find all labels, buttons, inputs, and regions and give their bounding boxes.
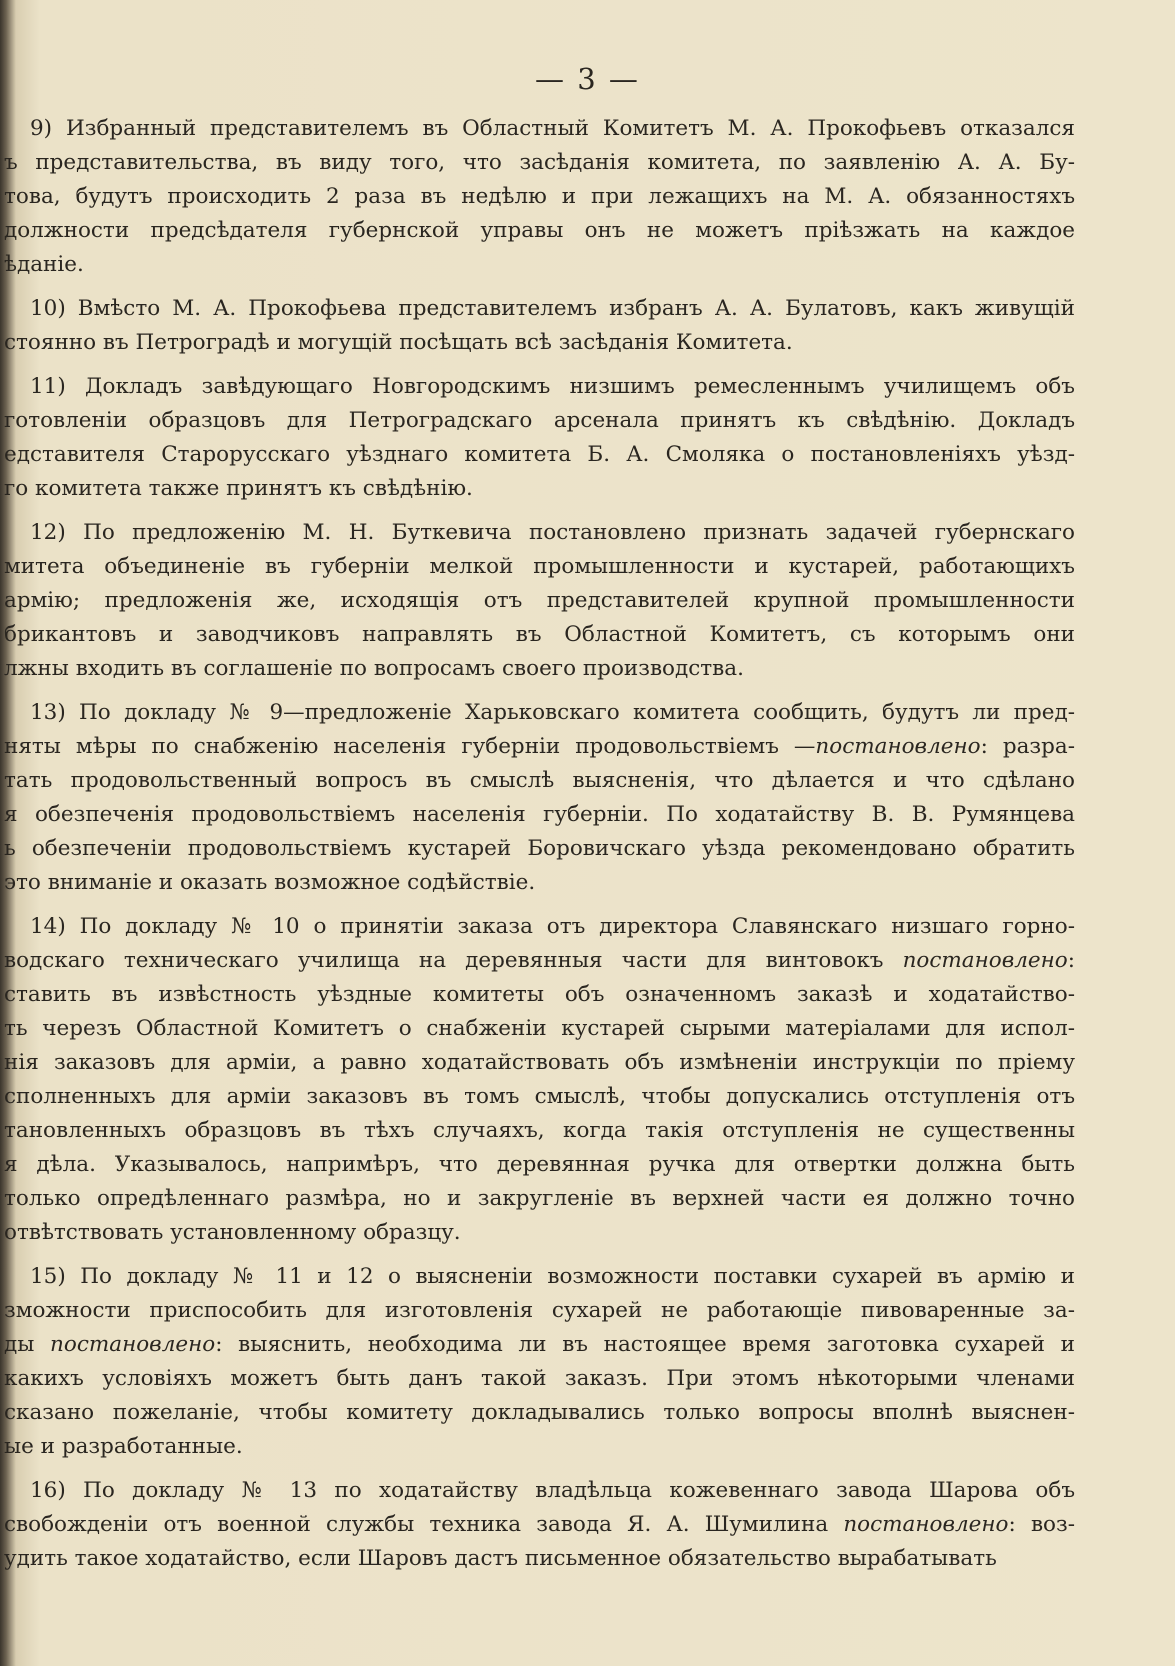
text-line: го комитета также принятъ къ свѣдѣнію.: [4, 476, 473, 501]
text-line: удить такое ходатайство, если Шаровъ дастъ письменное обязательство вырабатывать: [4, 1546, 997, 1571]
text-line: ые и разработанные.: [4, 1434, 243, 1459]
text-line: водскаго техническаго училища на деревянныя части для винтовокъ постановлено:: [4, 948, 1075, 973]
text-line: няты мѣры по снабженію населенія губерніи продовольствіемъ —постановлено: разра-: [4, 734, 1075, 759]
text-line: 9) Избранный представителемъ въ Областный Комитетъ М. А. Прокофьевъ отказался: [30, 116, 1075, 141]
paragraph: [0, 1260, 1075, 1464]
text-line: должности предсѣдателя губернской управы онъ не можетъ пріѣзжать на каждое: [4, 218, 1075, 243]
text-line: тановленныхъ образцовъ въ тѣхъ случаяхъ, когда такія отступленія не существенны: [4, 1118, 1075, 1143]
text-line: брикантовъ и заводчиковъ направлять въ Областной Комитетъ, съ которымъ они: [4, 622, 1075, 647]
paragraph: [0, 292, 1075, 360]
paragraph: [0, 696, 1075, 900]
text-line: ъ представительства, въ виду того, что засѣданія комитета, по заявленію А. А. Бу-: [4, 150, 1075, 175]
text-line: свобожденіи отъ военной службы техника завода Я. А. Шумилина постановлено: воз-: [4, 1512, 1075, 1537]
text-line: ть черезъ Областной Комитетъ о снабженіи кустарей сырыми матеріалами для испол-: [4, 1016, 1075, 1041]
text-line: нія заказовъ для арміи, а равно ходатайствовать объ измѣненіи инструкціи по пріему: [4, 1050, 1075, 1075]
text-line: 10) Вмѣсто М. А. Прокофьева представителемъ избранъ А. А. Булатовъ, какъ живущій: [30, 296, 1075, 321]
paragraph: [0, 516, 1075, 686]
text-line: какихъ условіяхъ можетъ быть данъ такой заказъ. При этомъ нѣкоторыми членами: [4, 1366, 1075, 1391]
text-line: едставителя Старорусскаго уѣзднаго комитета Б. А. Смоляка о постановленіяхъ уѣзд-: [4, 442, 1075, 467]
text-line: ды постановлено: выяснить, необходима ли въ настоящее время заготовка сухарей и: [4, 1332, 1075, 1357]
text-line: 16) По докладу № 13 по ходатайству владѣльца кожевеннаго завода Шарова объ: [30, 1478, 1075, 1503]
text-line: это вниманіе и оказать возможное содѣйствіе.: [4, 870, 536, 895]
text-line: только опредѣленнаго размѣра, но и закругленіе въ верхней части ея должно точно: [4, 1186, 1075, 1211]
text-line: 11) Докладъ завѣдующаго Новгородскимъ низшимъ ремесленнымъ училищемъ объ: [30, 374, 1075, 399]
text-line: я обезпеченія продовольствіемъ населенія губерніи. По ходатайству В. В. Румянцева: [4, 802, 1075, 827]
paragraph: [0, 1474, 1075, 1576]
text-line: 15) По докладу № 11 и 12 о выясненіи возможности поставки сухарей въ армію и: [30, 1264, 1075, 1289]
text-line: тать продовольственный вопросъ въ смыслѣ выясненія, что дѣлается и что сдѣлано: [4, 768, 1075, 793]
text-line: зможности приспособить для изготовленія сухарей не работающіе пивоваренные за-: [4, 1298, 1075, 1323]
text-line: отвѣтствовать установленному образцу.: [4, 1220, 461, 1245]
text-line: сполненныхъ для арміи заказовъ въ томъ смыслѣ, чтобы допускались отступленія отъ: [4, 1084, 1075, 1109]
paragraph: [0, 370, 1075, 506]
text-line: ь обезпеченіи продовольствіемъ кустарей Боровичскаго уѣзда рекомендовано обратить: [4, 836, 1075, 861]
text-line: ставить въ извѣстность уѣздные комитеты объ означенномъ заказѣ и ходатайство-: [4, 982, 1075, 1007]
text-line: ѣданіе.: [4, 252, 84, 277]
text-line: сказано пожеланіе, чтобы комитету докладывались только вопросы вполнѣ выяснен-: [4, 1400, 1075, 1425]
paragraph: [0, 910, 1075, 1250]
text-line: готовленіи образцовъ для Петроградскаго арсенала принятъ къ свѣдѣнію. Докладъ: [4, 408, 1075, 433]
text-line: 12) По предложенію М. Н. Буткевича постановлено признать задачей губернскаго: [30, 520, 1075, 545]
text-line: 13) По докладу № 9—предложеніе Харьковскаго комитета сообщить, будутъ ли пред-: [30, 700, 1075, 725]
text-line: армію; предложенія же, исходящія отъ представителей крупной промышленности: [4, 588, 1075, 613]
text-line: я дѣла. Указывалось, напримѣръ, что деревянная ручка для отвертки должна быть: [4, 1152, 1075, 1177]
text-line: митета объединеніе въ губерніи мелкой промышленности и кустарей, работающихъ: [4, 554, 1075, 579]
text-line: лжны входить въ соглашеніе по вопросамъ своего производства.: [4, 656, 744, 681]
paragraph: [0, 112, 1075, 282]
page-number: — 3 —: [535, 62, 640, 96]
document-body: [0, 112, 1075, 1586]
text-line: 14) По докладу № 10 о принятіи заказа отъ директора Славянскаго низшаго горно-: [30, 914, 1075, 939]
text-line: това, будутъ происходить 2 раза въ недѣлю и при лежащихъ на М. А. обязанностяхъ: [4, 184, 1075, 209]
text-line: стоянно въ Петроградѣ и могущій посѣщать всѣ засѣданія Комитета.: [4, 330, 793, 355]
